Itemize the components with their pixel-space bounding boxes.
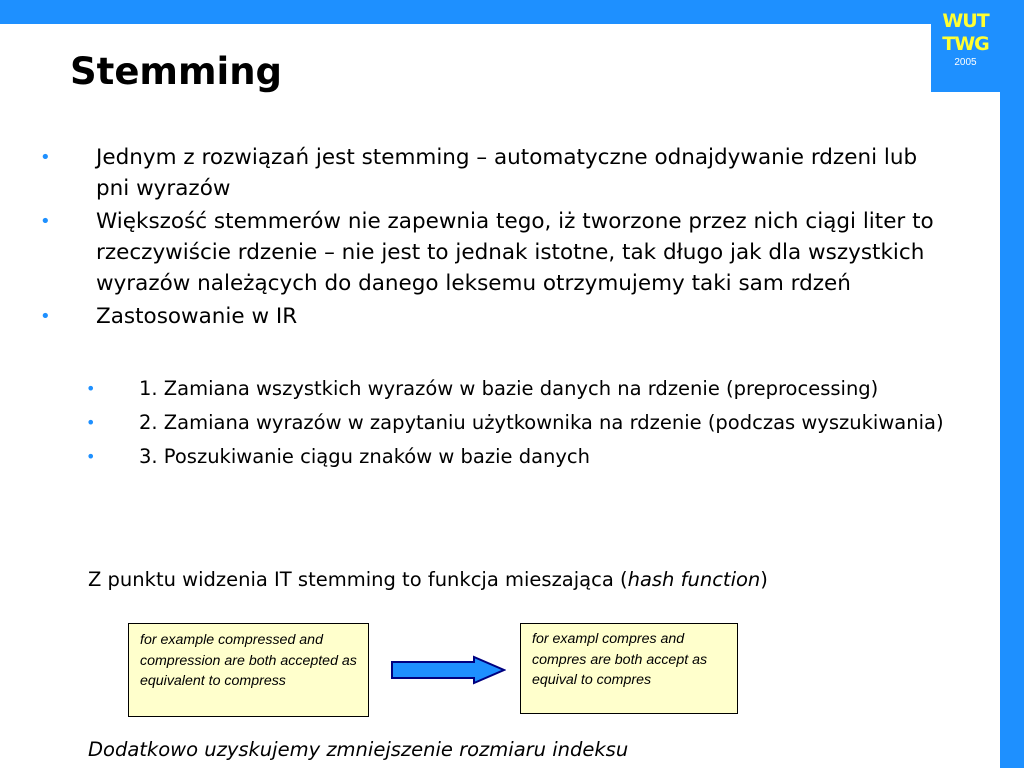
hash-line-prefix: Z punktu widzenia IT stemming to funkcja mieszająca ( xyxy=(88,568,628,591)
sub-bullet-text: 1. Zamiana wszystkich wyrazów w bazie danych na rdzenie (preprocessing) xyxy=(139,377,879,400)
logo-line-1: WUT xyxy=(942,10,989,32)
slide-title: Stemming xyxy=(70,50,283,93)
bullet-item xyxy=(40,206,940,299)
sub-bullet-dot-icon: • xyxy=(86,447,96,466)
sub-bullet-dot-icon: • xyxy=(86,413,96,432)
sub-bullet-item xyxy=(86,444,966,470)
closing-line: Dodatkowo uzyskujemy zmniejszenie rozmiaru indeksu xyxy=(88,738,629,761)
bullet-dot-icon: • xyxy=(40,211,51,232)
hash-line-suffix: ) xyxy=(760,568,768,591)
sub-bullet-text: 2. Zamiana wyrazów w zapytaniu użytkownika na rdzenie (podczas wyszukiwania) xyxy=(139,411,944,434)
top-accent-bar xyxy=(0,0,1024,24)
right-accent-bar xyxy=(1000,0,1024,768)
bullet-item xyxy=(40,301,940,332)
logo-year: 2005 xyxy=(954,57,977,68)
bullet-text: Zastosowanie w IR xyxy=(96,304,298,329)
bullet-item xyxy=(40,142,940,204)
example-after-box: for exampl compres and compres are both accept as equival to compres xyxy=(520,623,738,714)
sub-bullet-text: 3. Poszukiwanie ciągu znaków w bazie danych xyxy=(139,445,591,468)
sub-bullet-list xyxy=(86,376,966,478)
bullet-dot-icon: • xyxy=(40,147,51,168)
bullet-text: Jednym z rozwiązań jest stemming – automatyczne odnajdywanie rdzeni lub pni wyrazów xyxy=(96,145,918,201)
bullet-dot-icon: • xyxy=(40,306,51,327)
logo-line-2: TWG xyxy=(942,33,989,55)
wut-twg-logo xyxy=(931,0,1000,92)
example-before-box: for example compressed and compression are both accepted as equivalent to compress xyxy=(128,623,369,717)
sub-bullet-item xyxy=(86,376,966,402)
sub-bullet-dot-icon: • xyxy=(86,379,96,398)
main-bullet-list xyxy=(40,142,940,334)
hash-function-line xyxy=(88,566,768,594)
hash-function-term: hash function xyxy=(627,568,761,591)
right-arrow-icon xyxy=(390,655,506,685)
sub-bullet-item xyxy=(86,410,966,436)
bullet-text: Większość stemmerów nie zapewnia tego, iż tworzone przez nich ciągi liter to rzeczywiście rdzenie – nie jest to jednak istotne, tak długo jak dla wszystkich wyrazów należących do danego leksemu otrzymujemy taki sam rdzeń xyxy=(96,209,934,296)
